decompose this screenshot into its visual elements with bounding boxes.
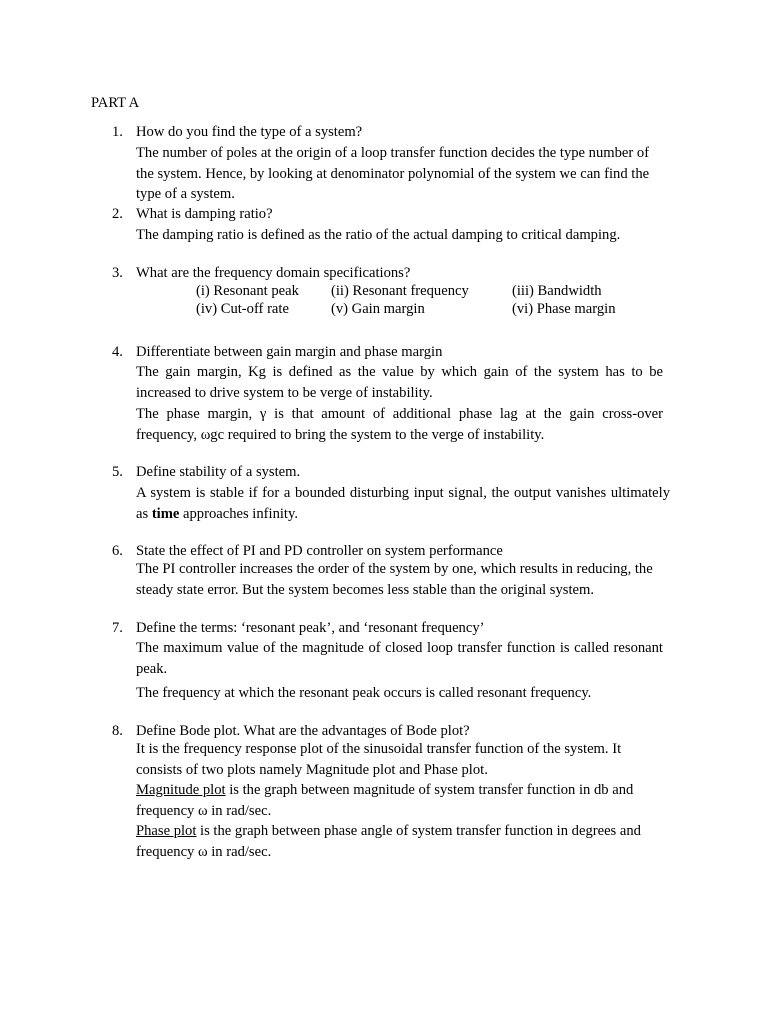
answer-text: It is the frequency response plot of the sinusoidal transfer function of the system. It consists of two plots namely Magnitude plot and Phase plot. [136, 741, 622, 778]
definition-text: is the graph between magnitude of system transfer function in db and frequency ω in rad/sec. [136, 782, 634, 819]
answer-text-phase-margin: The phase margin, γ is that amount of additional phase lag at the gain cross-over frequency, ωgc required to bring the system to the verge of instability. [136, 406, 663, 443]
answer-emphasis: time [151, 505, 180, 522]
term-magnitude-plot: Magnitude plot [136, 782, 226, 798]
question-text: What is damping ratio? [136, 206, 273, 222]
spec-item: (i) Resonant peak [196, 283, 299, 299]
question-text: Differentiate between gain margin and phase margin [136, 344, 443, 360]
question-text: Define Bode plot. What are the advantages of Bode plot? [136, 723, 470, 739]
section-heading: PART A [91, 95, 140, 111]
question-text: What are the frequency domain specifications? [136, 265, 411, 281]
answer-text: The number of poles at the origin of a loop transfer function decides the type number of the system. Hence, by looking at denominator polynomial of the system we can find the type of a system. [136, 145, 650, 202]
answer-text-resonant-peak: The maximum value of the magnitude of closed loop transfer function is called resonant peak. [136, 640, 663, 677]
answer-text-magnitude-plot [136, 780, 663, 821]
spec-item: (v) Gain margin [331, 301, 425, 317]
term-phase-plot: Phase plot [136, 823, 197, 839]
answer-text [136, 483, 670, 524]
question-text: Define stability of a system. [136, 464, 301, 480]
spec-item: (iii) Bandwidth [512, 283, 602, 299]
answer-text-phase-plot [136, 821, 663, 862]
answer-text-resonant-frequency: The frequency at which the resonant peak occurs is called resonant frequency. [136, 685, 592, 701]
question-number: 6. [112, 543, 123, 559]
spec-item: (ii) Resonant frequency [331, 283, 469, 299]
question-number: 4. [112, 344, 123, 360]
answer-text-gain-margin: The gain margin, Kg is defined as the value by which gain of the system has to be increased to drive system to be verge of instability. [136, 364, 663, 401]
answer-text-part: approaches infinity. [179, 505, 298, 522]
answer-text: The damping ratio is defined as the ratio of the actual damping to critical damping. [136, 227, 621, 243]
question-text: State the effect of PI and PD controller on system performance [136, 543, 503, 559]
question-number: 5. [112, 464, 123, 480]
question-number: 2. [112, 206, 123, 222]
question-text: How do you find the type of a system? [136, 124, 363, 140]
question-number: 8. [112, 723, 123, 739]
question-text: Define the terms: ‘resonant peak’, and ‘resonant frequency’ [136, 620, 485, 636]
question-number: 3. [112, 265, 123, 281]
question-number: 1. [112, 124, 123, 140]
spec-item: (iv) Cut-off rate [196, 301, 289, 317]
definition-text: is the graph between phase angle of system transfer function in degrees and frequency ω in rad/sec. [136, 823, 641, 860]
answer-text-part: A system is stable if for a bounded disturbing input signal, the output vanishes ultimately as [136, 485, 670, 522]
answer-text: The PI controller increases the order of the system by one, which results in reducing, the steady state error. But the system becomes less stable than the original system. [136, 561, 653, 598]
question-number: 7. [112, 620, 123, 636]
spec-item: (vi) Phase margin [512, 301, 616, 317]
